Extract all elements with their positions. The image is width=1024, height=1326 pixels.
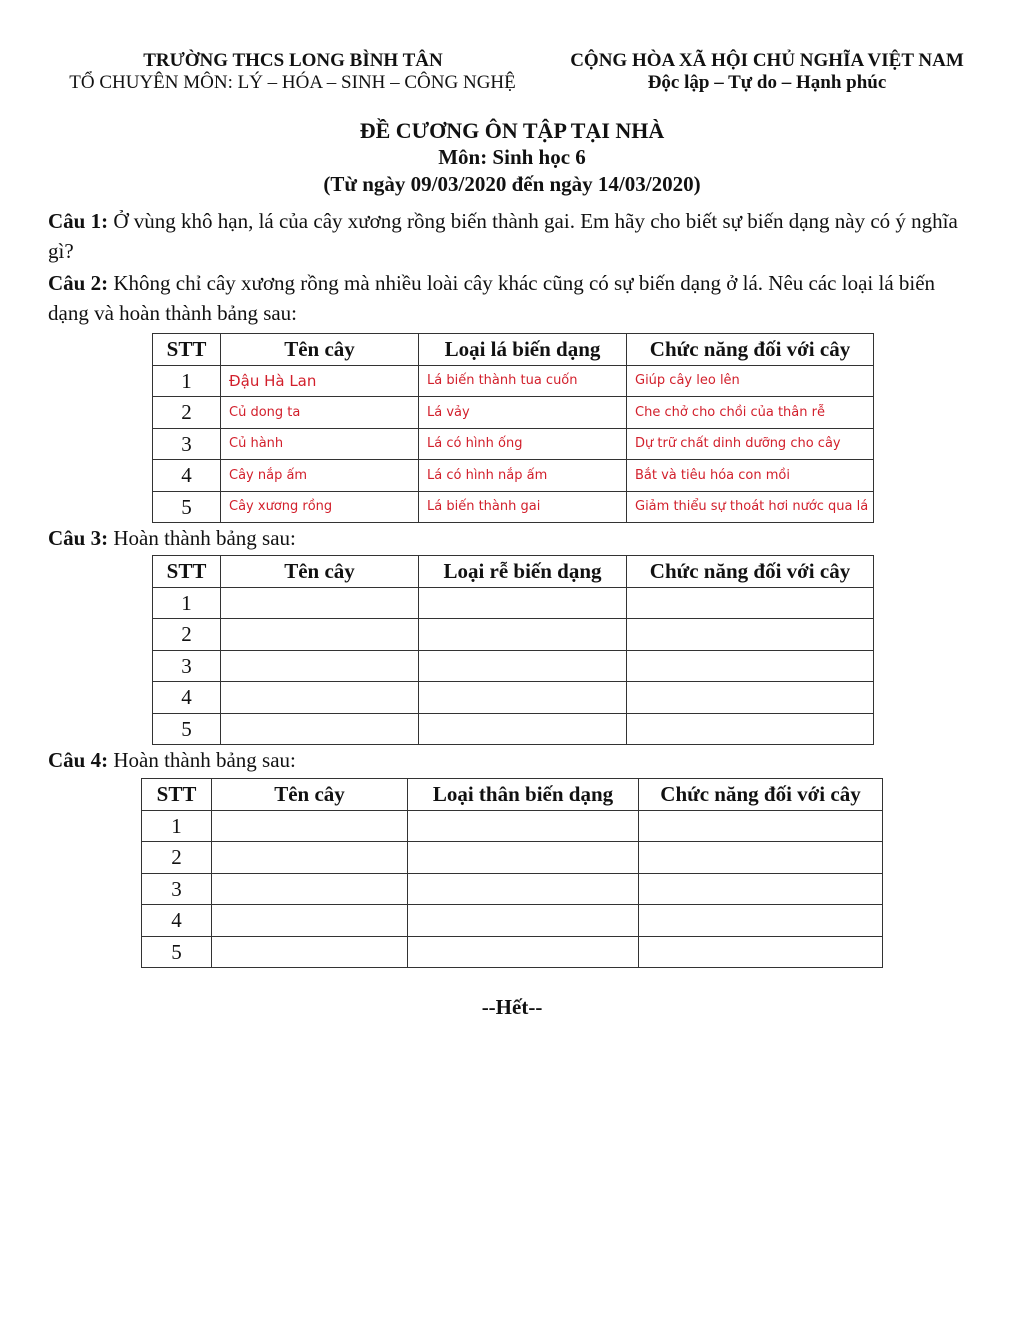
row-plant: Cây xương rồng — [221, 492, 419, 523]
empty-cell — [627, 682, 874, 714]
empty-cell — [212, 811, 408, 842]
table-header-row — [153, 556, 874, 588]
end-marker: --Hết-- — [481, 995, 543, 1019]
empty-cell — [419, 619, 627, 651]
row-type: Lá có hình nắp ấm — [419, 460, 627, 492]
table-row — [153, 682, 874, 714]
row-type: Lá biến thành gai — [419, 492, 627, 523]
row-function: Giảm thiểu sự thoát hơi nước qua lá — [627, 492, 874, 523]
empty-cell — [639, 905, 883, 937]
table-row — [153, 460, 874, 492]
row-plant: Củ hành — [221, 429, 419, 460]
header-type: Loại rễ biến dạng — [419, 556, 627, 588]
row-stt: 5 — [153, 714, 221, 745]
stem-table — [141, 778, 883, 968]
question-4 — [48, 745, 978, 775]
question-3 — [48, 523, 978, 553]
school-name: TRƯỜNG THCS LONG BÌNH TÂN — [143, 50, 443, 71]
question-1-label: Câu 1: — [48, 209, 109, 233]
empty-cell — [639, 874, 883, 905]
empty-cell — [408, 937, 639, 968]
header-plant: Tên cây — [221, 334, 419, 366]
table-row — [153, 397, 874, 429]
table-row — [153, 651, 874, 682]
empty-cell — [408, 842, 639, 874]
row-function: Bắt và tiêu hóa con mồi — [627, 460, 874, 492]
question-1 — [48, 206, 978, 266]
table-row — [153, 429, 874, 460]
empty-cell — [419, 651, 627, 682]
motto: Độc lập – Tự do – Hạnh phúc — [647, 72, 887, 93]
question-3-label: Câu 3: — [48, 526, 109, 550]
empty-cell — [212, 842, 408, 874]
table-row — [142, 874, 883, 905]
row-stt: 4 — [153, 682, 221, 714]
row-plant: Đậu Hà Lan — [221, 366, 419, 397]
row-stt: 2 — [142, 842, 212, 874]
table-row — [153, 588, 874, 619]
country-name: CỘNG HÒA XÃ HỘI CHỦ NGHĨA VIỆT NAM — [570, 50, 964, 71]
header-stt: STT — [153, 334, 221, 366]
empty-cell — [221, 714, 419, 745]
question-2 — [48, 268, 978, 328]
empty-cell — [639, 842, 883, 874]
header-function: Chức năng đối với cây — [639, 779, 883, 811]
row-function: Che chở cho chồi của thân rễ — [627, 397, 874, 429]
empty-cell — [419, 682, 627, 714]
empty-cell — [212, 937, 408, 968]
row-stt: 2 — [153, 397, 221, 429]
table-row — [142, 905, 883, 937]
department-name: TỔ CHUYÊN MÔN: LÝ – HÓA – SINH – CÔNG NGHỆ — [69, 72, 516, 93]
empty-cell — [221, 651, 419, 682]
header-stt: STT — [153, 556, 221, 588]
empty-cell — [408, 811, 639, 842]
row-stt: 3 — [153, 651, 221, 682]
row-stt: 3 — [153, 429, 221, 460]
table-header-row — [142, 779, 883, 811]
empty-cell — [627, 619, 874, 651]
empty-cell — [212, 874, 408, 905]
root-table — [152, 555, 874, 745]
table-header-row — [153, 334, 874, 366]
table-row — [142, 937, 883, 968]
row-stt: 4 — [153, 460, 221, 492]
row-type: Lá có hình ống — [419, 429, 627, 460]
row-plant: Cây nắp ấm — [221, 460, 419, 492]
empty-cell — [419, 588, 627, 619]
header-function: Chức năng đối với cây — [627, 334, 874, 366]
header-function: Chức năng đối với cây — [627, 556, 874, 588]
empty-cell — [419, 714, 627, 745]
date-range: (Từ ngày 09/03/2020 đến ngày 14/03/2020) — [323, 172, 701, 196]
document-title: ĐỀ CƯƠNG ÔN TẬP TẠI NHÀ — [359, 118, 665, 143]
header-plant: Tên cây — [221, 556, 419, 588]
row-function: Giúp cây leo lên — [627, 366, 874, 397]
row-stt: 3 — [142, 874, 212, 905]
empty-cell — [627, 651, 874, 682]
empty-cell — [221, 588, 419, 619]
row-function: Dự trữ chất dinh dưỡng cho cây — [627, 429, 874, 460]
row-stt: 5 — [153, 492, 221, 523]
header-plant: Tên cây — [212, 779, 408, 811]
empty-cell — [639, 811, 883, 842]
empty-cell — [639, 937, 883, 968]
row-stt: 1 — [142, 811, 212, 842]
table-row — [142, 842, 883, 874]
row-stt: 2 — [153, 619, 221, 651]
table-row — [153, 619, 874, 651]
table-row — [153, 492, 874, 523]
row-stt: 5 — [142, 937, 212, 968]
row-stt: 1 — [153, 588, 221, 619]
question-1-text: Ở vùng khô hạn, lá của cây xương rồng biến thành gai. Em hãy cho biết sự biến dạng này có ý nghĩa gì? — [48, 209, 958, 263]
row-stt: 1 — [153, 366, 221, 397]
row-type: Lá vảy — [419, 397, 627, 429]
empty-cell — [627, 588, 874, 619]
empty-cell — [221, 619, 419, 651]
empty-cell — [408, 874, 639, 905]
empty-cell — [212, 905, 408, 937]
table-row — [153, 714, 874, 745]
row-plant: Củ dong ta — [221, 397, 419, 429]
empty-cell — [221, 682, 419, 714]
leaf-table — [152, 333, 874, 523]
question-4-text: Hoàn thành bảng sau: — [108, 748, 296, 772]
question-2-text: Không chỉ cây xương rồng mà nhiều loài cây khác cũng có sự biến dạng ở lá. Nêu các loại lá biến dạng và hoàn thành bảng sau: — [48, 271, 936, 325]
header-type: Loại lá biến dạng — [419, 334, 627, 366]
empty-cell — [408, 905, 639, 937]
question-4-label: Câu 4: — [48, 748, 109, 772]
empty-cell — [627, 714, 874, 745]
row-stt: 4 — [142, 905, 212, 937]
question-2-label: Câu 2: — [48, 271, 109, 295]
row-type: Lá biến thành tua cuốn — [419, 366, 627, 397]
subject-line: Môn: Sinh học 6 — [438, 145, 586, 169]
header-stt: STT — [142, 779, 212, 811]
question-3-text: Hoàn thành bảng sau: — [108, 526, 296, 550]
table-row — [142, 811, 883, 842]
header-type: Loại thân biến dạng — [408, 779, 639, 811]
table-row — [153, 366, 874, 397]
